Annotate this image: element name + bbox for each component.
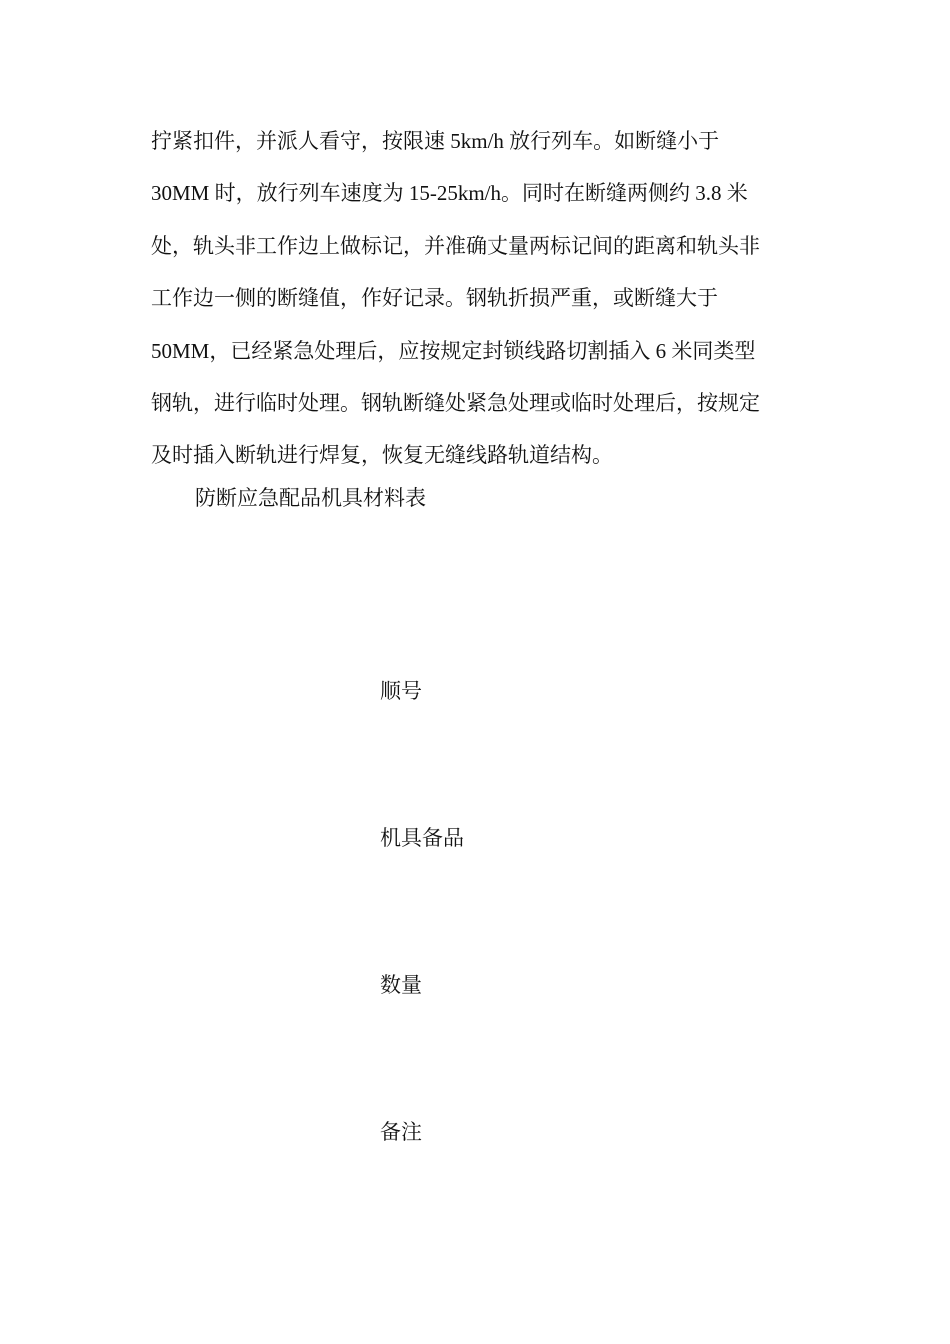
paragraph-line: 50MM，已经紧急处理后，应按规定封锁线路切割插入 6 米同类型 — [151, 338, 756, 363]
paragraph-line: 30MM 时，放行列车速度为 15-25km/h。同时在断缝两侧约 3.8 米 — [151, 181, 748, 206]
paragraph-line: 拧紧扣件，并派人看守，按限速 5km/h 放行列车。如断缝小于 — [151, 129, 720, 153]
paragraph-line: 钢轨，进行临时处理。钢轨断缝处紧急处理或临时处理后，按规定 — [151, 391, 760, 416]
table-header-quantity: 数量 — [380, 973, 422, 997]
table-header-equipment: 机具备品 — [380, 826, 464, 850]
paragraph-line: 及时插入断轨进行焊复，恢复无缝线路轨道结构。 — [151, 443, 613, 468]
table-header-index: 顺号 — [380, 679, 422, 703]
paragraph-line: 工作边一侧的断缝值，作好记录。钢轨折损严重，或断缝大于 — [151, 286, 718, 311]
table-header-remarks: 备注 — [380, 1120, 422, 1144]
body-paragraph — [151, 115, 803, 482]
table-title: 防断应急配品机具材料表 — [195, 486, 426, 510]
paragraph-line: 处，轨头非工作边上做标记，并准确丈量两标记间的距离和轨头非 — [151, 233, 760, 258]
